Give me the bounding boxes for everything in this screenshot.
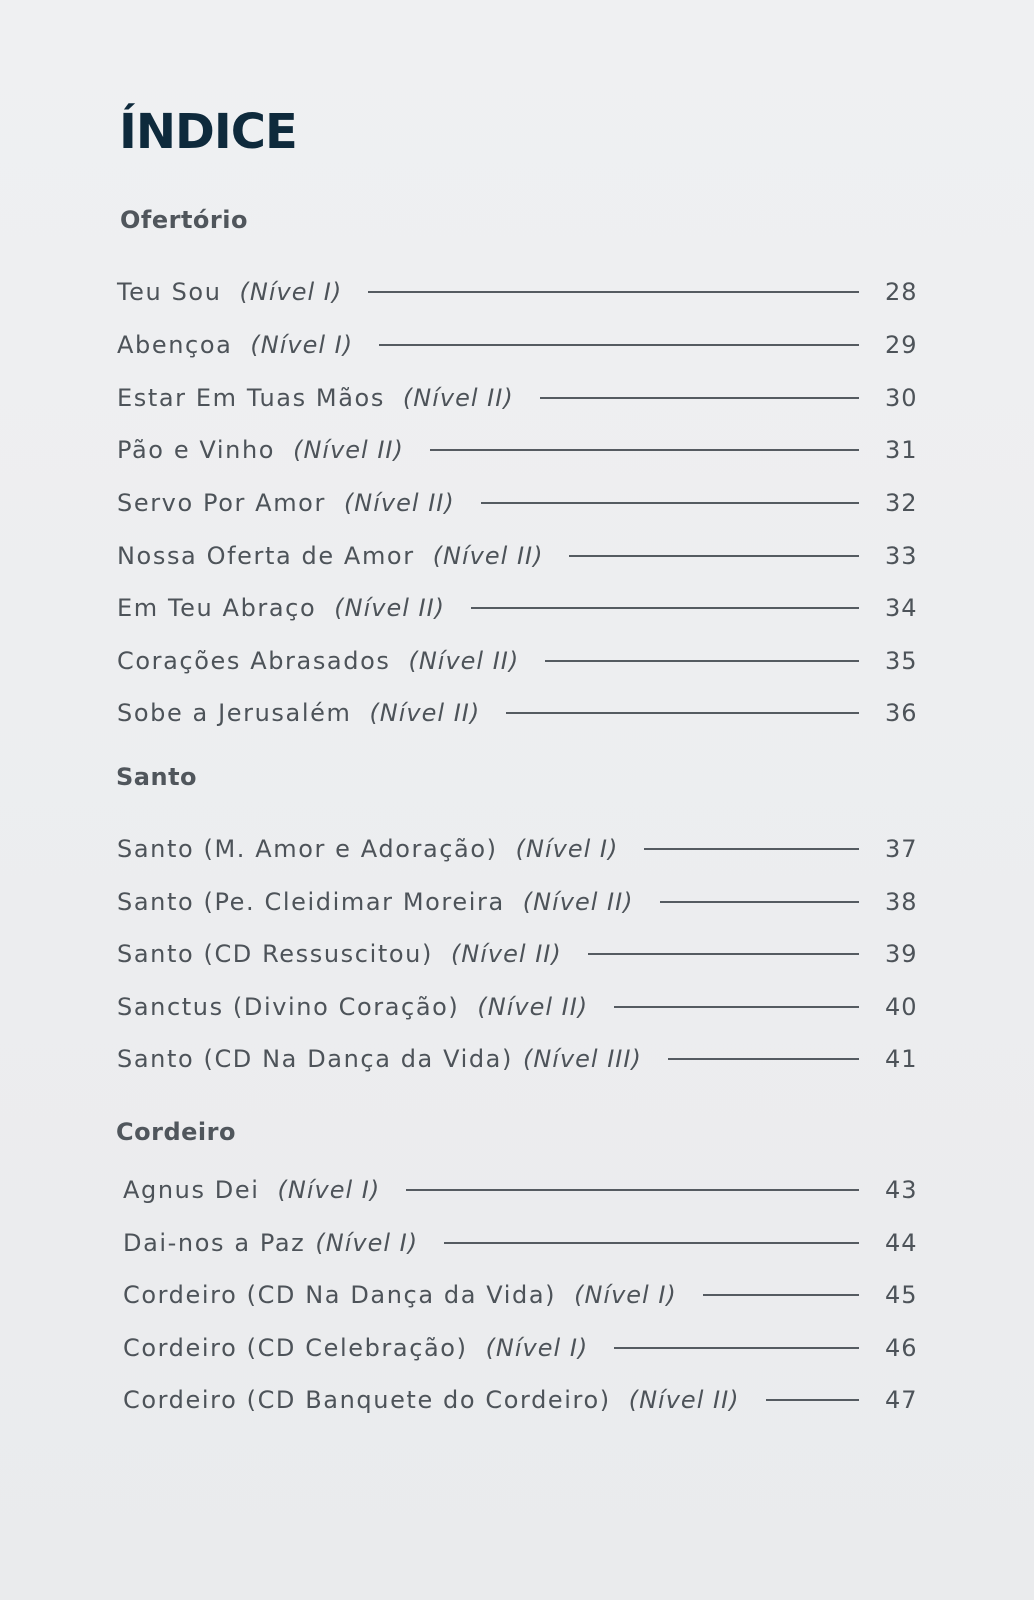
toc-entry-page: 41 (885, 1045, 918, 1073)
toc-entry-page: 38 (885, 888, 918, 916)
toc-entry-page: 28 (885, 278, 918, 306)
toc-entry-page: 32 (885, 489, 918, 517)
toc-leader-line (614, 1347, 859, 1349)
toc-entry-page: 46 (885, 1334, 918, 1362)
toc-entry[interactable] (123, 1382, 927, 1418)
toc-entry-level: (Nível I) (277, 1176, 381, 1204)
toc-entry-page: 43 (885, 1176, 918, 1204)
toc-entry-level: (Nível I) (515, 835, 619, 863)
toc-leader-line (368, 291, 859, 293)
toc-entry-level: (Nível II) (343, 489, 455, 517)
toc-entry[interactable] (117, 274, 927, 310)
toc-entry[interactable] (117, 538, 927, 574)
toc-leader-line (668, 1058, 859, 1060)
toc-entry-level: (Nível II) (334, 594, 446, 622)
toc-leader-line (481, 502, 859, 504)
toc-entry-title: Pão e Vinho (117, 436, 276, 464)
toc-leader-line (444, 1242, 859, 1244)
toc-entry[interactable] (117, 695, 927, 731)
toc-entry-title: Santo (CD Na Dança da Vida) (117, 1045, 513, 1073)
toc-entry-page: 30 (885, 384, 918, 412)
toc-entry[interactable] (123, 1330, 927, 1366)
toc-entry-page: 33 (885, 542, 918, 570)
section-heading-cordeiro: Cordeiro (116, 1118, 236, 1146)
toc-entry-level: (Nível III) (522, 1045, 642, 1073)
toc-entry[interactable] (117, 590, 927, 626)
toc-entry-level: (Nível II) (402, 384, 514, 412)
toc-entry-level: (Nível II) (432, 542, 544, 570)
toc-entry-level: (Nível II) (293, 436, 404, 464)
toc-leader-line (569, 555, 859, 557)
toc-entry-level: (Nível II) (369, 699, 481, 727)
toc-leader-line (471, 607, 859, 609)
toc-entry-title: Cordeiro (CD Celebração) (123, 1334, 468, 1362)
toc-entry-title: Santo (M. Amor e Adoração) (117, 835, 498, 863)
toc-entry-level: (Nível I) (485, 1334, 589, 1362)
toc-leader-line (545, 660, 859, 662)
toc-entry-level: (Nível I) (574, 1281, 677, 1309)
toc-entry-title: Corações Abrasados (117, 647, 391, 675)
toc-entry-title: Sobe a Jerusalém (117, 699, 352, 727)
toc-entry-title: Cordeiro (CD Banquete do Cordeiro) (123, 1386, 611, 1414)
toc-leader-line (588, 953, 859, 955)
toc-entry-page: 39 (885, 940, 918, 968)
toc-leader-line (406, 1189, 859, 1191)
toc-entry-title: Teu Sou (117, 278, 222, 306)
toc-entry[interactable] (117, 1041, 927, 1077)
toc-leader-line (506, 712, 859, 714)
toc-leader-line (540, 397, 859, 399)
toc-entry-level: (Nível II) (450, 940, 562, 968)
toc-entry-title: Dai-nos a Paz (123, 1229, 306, 1257)
toc-entry-title: Cordeiro (CD Na Dança da Vida) (123, 1281, 557, 1309)
toc-leader-line (614, 1006, 859, 1008)
toc-entry-level: (Nível I) (239, 278, 343, 306)
toc-entry-level: (Nível I) (250, 331, 354, 359)
toc-entry-page: 29 (885, 331, 918, 359)
toc-entry-page: 44 (885, 1229, 918, 1257)
toc-entry-page: 35 (885, 647, 918, 675)
toc-entry-page: 31 (885, 436, 918, 464)
toc-entry[interactable] (123, 1277, 927, 1313)
section-heading-ofertorio: Ofertório (120, 206, 248, 234)
toc-entry-level: (Nível I) (315, 1229, 419, 1257)
toc-leader-line (660, 901, 859, 903)
toc-entry-title: Estar Em Tuas Mãos (117, 384, 385, 412)
toc-entry-page: 34 (885, 594, 918, 622)
toc-entry[interactable] (117, 643, 927, 679)
toc-entry[interactable] (117, 485, 927, 521)
toc-entry-title: Servo Por Amor (117, 489, 326, 517)
toc-entry[interactable] (117, 989, 927, 1025)
toc-entry-page: 47 (885, 1386, 918, 1414)
toc-entry[interactable] (117, 380, 927, 416)
toc-entry-page: 36 (885, 699, 918, 727)
toc-entry-level: (Nível II) (628, 1386, 740, 1414)
toc-leader-line (766, 1399, 859, 1401)
toc-entry-title: Santo (CD Ressuscitou) (117, 940, 433, 968)
toc-leader-line (703, 1294, 859, 1296)
toc-leader-line (644, 848, 859, 850)
toc-entry[interactable] (117, 884, 927, 920)
toc-entry[interactable] (117, 432, 927, 468)
page-title: ÍNDICE (119, 104, 297, 160)
toc-entry[interactable] (123, 1225, 927, 1261)
toc-leader-line (430, 449, 859, 451)
toc-entry-title: Nossa Oferta de Amor (117, 542, 415, 570)
toc-entry-page: 40 (885, 993, 918, 1021)
toc-entry-level: (Nível II) (522, 888, 634, 916)
toc-entry-page: 45 (885, 1281, 918, 1309)
toc-entry-title: Sanctus (Divino Coração) (117, 993, 460, 1021)
toc-entry-level: (Nível II) (408, 647, 520, 675)
section-heading-santo: Santo (116, 763, 198, 791)
toc-entry[interactable] (123, 1172, 927, 1208)
toc-leader-line (379, 344, 859, 346)
toc-entry[interactable] (117, 936, 927, 972)
toc-entry-title: Em Teu Abraço (117, 594, 317, 622)
toc-entry-title: Agnus Dei (123, 1176, 260, 1204)
toc-entry-level: (Nível II) (477, 993, 589, 1021)
toc-entry[interactable] (117, 831, 927, 867)
toc-entry-title: Santo (Pe. Cleidimar Moreira (117, 888, 505, 916)
toc-entry-page: 37 (885, 835, 918, 863)
toc-entry[interactable] (117, 327, 927, 363)
toc-entry-title: Abençoa (117, 331, 233, 359)
